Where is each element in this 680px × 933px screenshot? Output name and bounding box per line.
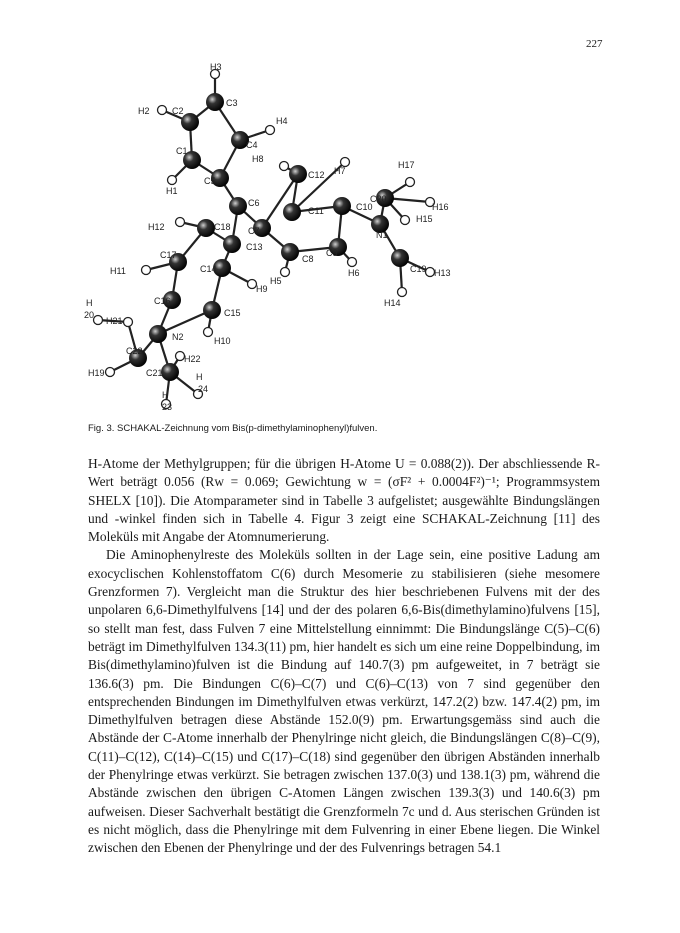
atom-label: C21 — [146, 368, 163, 378]
atom-label: H4 — [276, 116, 288, 126]
hydrogen-atom — [94, 316, 103, 325]
atom-label: H1 — [166, 186, 178, 196]
atom-label: C1 — [176, 146, 188, 156]
hydrogen-atom — [348, 258, 357, 267]
page-number: 227 — [586, 38, 603, 50]
atom-label: C17 — [160, 250, 177, 260]
heavy-atom — [223, 235, 241, 253]
atom-label: H8 — [252, 154, 264, 164]
heavy-atom — [203, 301, 221, 319]
atom-label: C4 — [246, 140, 258, 150]
body-text — [88, 455, 600, 858]
hydrogen-atom — [406, 178, 415, 187]
hydrogen-atom — [176, 218, 185, 227]
atom-label: H16 — [432, 202, 449, 212]
atom-label: C3 — [226, 98, 238, 108]
atom-label: C20 — [370, 194, 387, 204]
hydrogen-atom — [280, 162, 289, 171]
heavy-atom — [289, 165, 307, 183]
hydrogen-atom — [106, 368, 115, 377]
figure-caption: Fig. 3. SCHAKAL-Zeichnung vom Bis(p-dimethylaminophenyl)fulven. — [88, 423, 378, 434]
atom-label: N1 — [376, 230, 388, 240]
molecule-drawing — [80, 62, 480, 418]
atom-label: H13 — [434, 268, 451, 278]
atom-label: H22 — [184, 354, 201, 364]
atom-label: H5 — [270, 276, 282, 286]
atom-label: H9 — [256, 284, 268, 294]
atom-label: H2 — [138, 106, 150, 116]
hydrogen-atom — [401, 216, 410, 225]
hydrogen-atom — [266, 126, 275, 135]
atom-label: C11 — [308, 206, 324, 216]
atom-label: C18 — [214, 222, 231, 232]
atom-label: H19 — [88, 368, 105, 378]
atom-label: C14 — [200, 264, 217, 274]
atom-label: H6 — [348, 268, 360, 278]
heavy-atom — [283, 203, 301, 221]
atom-label: H — [162, 390, 169, 400]
atom-label: H14 — [384, 298, 401, 308]
hydrogen-atom — [124, 318, 133, 327]
atom-label: 24 — [198, 384, 209, 394]
heavy-atom — [391, 249, 409, 267]
hydrogen-atom — [158, 106, 167, 115]
atom-label: C8 — [302, 254, 314, 264]
atom-label: C22 — [126, 346, 143, 356]
paragraph: H-Atome der Methylgruppen; für die übrigen H-Atome U = 0.088(2)). Der abschliessende R-Wert beträgt 0.056 (Rw = 0.069; Gewichtung w = (σF² + 0.0004F²)⁻¹; Programmsystem SHELX [10]). Die Atomparameter sind in Tabelle 3 aufgelistet; ausgewählte Bindungslängen und -winkel finden sich in Tabelle 4. Figur 3 zeigt eine SCHAKAL-Zeichnung [11] des Moleküls mit Angabe der Atomnumerierung. — [88, 456, 600, 545]
atom-label: C7 — [248, 226, 260, 236]
heavy-atom — [333, 197, 351, 215]
atom-label: H10 — [214, 336, 231, 346]
atom-label: C2 — [172, 106, 184, 116]
atom-label: H17 — [398, 160, 415, 170]
atom-label: C15 — [224, 308, 241, 318]
molecule-figure — [80, 62, 480, 418]
heavy-atom — [181, 113, 199, 131]
heavy-atom — [149, 325, 167, 343]
hydrogen-atom — [168, 176, 177, 185]
atom-label: 23 — [162, 402, 173, 412]
atom-label: H — [86, 298, 93, 308]
hydrogen-atom — [281, 268, 290, 277]
atom-label: H15 — [416, 214, 433, 224]
atom-label: C10 — [356, 202, 373, 212]
atom-label: H12 — [148, 222, 165, 232]
atom-label: C19 — [410, 264, 427, 274]
heavy-atom — [229, 197, 247, 215]
heavy-atom — [161, 363, 179, 381]
paragraph: Die Aminophenylreste des Moleküls sollten in der Lage sein, eine positive Ladung am exocyclischen Kohlenstoffatom C(6) durch Mesomerie zu stabilisieren (siehe mesomere Grenzformen 7). Vergleicht man die Struktur des hier beschriebenen Fulvens mit der des unpolaren 6,6-Dimethylfulvens [14] und der des polaren 6,6-Bis(dimethylamino)fulvens [15], so stellt man fest, dass Fulven 7 eine Mittelstellung einnimmt: Die Bindungslänge C(5)–C(6) beträgt im Dimethylfulven 134.3(11) pm, hier handelt es sich um eine reine Doppelbindung, im Bis(dimethylamino)fulven ist die Bindung auf 140.7(3) pm aufgeweitet, in 7 beträgt sie 136.6(3) pm. Die Bindungen C(6)–C(7) und C(6)–C(13) von 7 sind gegenüber den entsprechenden Bindungen im Dimethylfulven etwas verkürzt, 147.2(2) bzw. 147.4(2) pm, im Dimethylfulven betragen diese Abstände 152.0(9) pm. Erwartungsgemäss sind auch die Abstände der C-Atome innerhalb der Phenylringe nicht gleich, die Bindungslängen C(8)–C(9), C(11)–C(12), C(14)–C(15) und C(17)–C(18) sind gegenüber den übrigen Abständen innerhalb der Phenylringe etwas verkürzt. Sie betragen zwischen 137.0(3) und 138.1(3) pm, während die Abstände zwischen den übrigen C-Atomen Längen zwischen 139.3(3) und 140.6(3) pm aufweisen. Dieser Sachverhalt bestätigt die Grenzformeln 7c und d. Aus sterischen Gründen ist es nicht möglich, dass die Phenylringe mit dem Fulvenring in einer Ebene liegen. Die Winkel zwischen den Ebenen der Phenylringe und der des Fulvenrings betragen 54.1 — [88, 547, 600, 856]
atom-label: H11 — [110, 266, 126, 276]
atom-label: C12 — [308, 170, 325, 180]
atom-label: C5 — [204, 176, 216, 186]
atom-label: C6 — [248, 198, 260, 208]
atom-label: C9 — [326, 248, 338, 258]
atom-label: H21 — [106, 316, 123, 326]
hydrogen-atom — [398, 288, 407, 297]
atom-label: C16 — [154, 296, 171, 306]
heavy-atom — [281, 243, 299, 261]
hydrogen-atom — [204, 328, 213, 337]
heavy-atom — [197, 219, 215, 237]
atom-label: N2 — [172, 332, 184, 342]
heavy-atom — [206, 93, 224, 111]
atom-label: H — [196, 372, 203, 382]
atom-label: H7 — [334, 166, 346, 176]
atom-label: C13 — [246, 242, 263, 252]
hydrogen-atom — [142, 266, 151, 275]
atom-label: H3 — [210, 62, 222, 72]
atom-label: 20 — [84, 310, 95, 320]
